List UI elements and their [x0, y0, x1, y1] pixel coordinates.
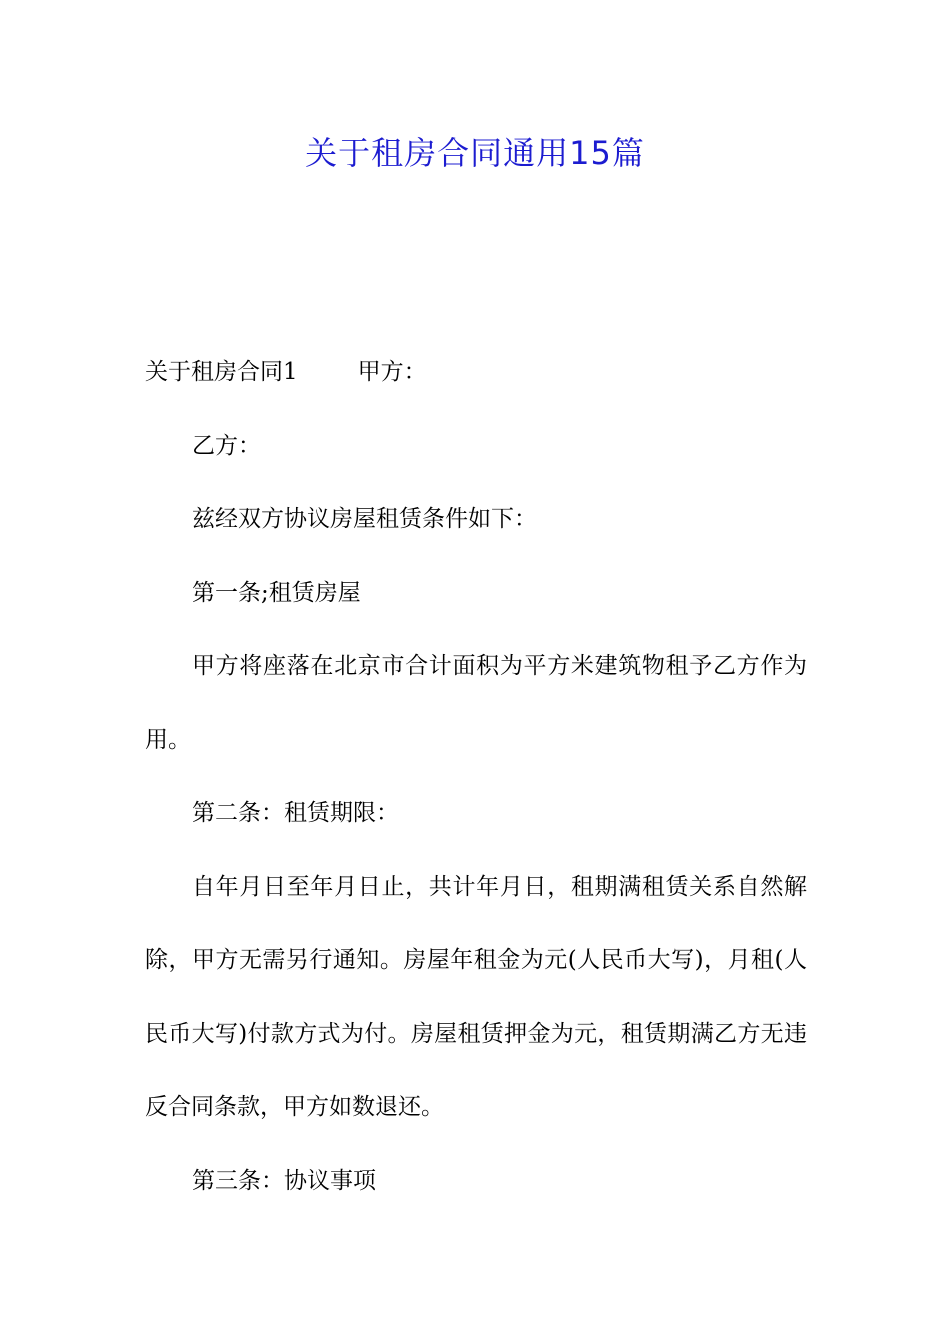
party-a-label: 甲方： [357, 359, 427, 385]
article-1-text: 甲方将座落在北京市合计面积为平方米建筑物租予乙方作为用。 [145, 653, 807, 753]
document-title: 关于租房合同通用15篇 [305, 134, 645, 172]
intro-paragraph: 兹经双方协议房屋租赁条件如下： [192, 506, 537, 532]
section-heading: 关于租房合同1 [145, 359, 298, 385]
article-3-heading: 第三条：协议事项 [192, 1167, 376, 1194]
party-b-label: 乙方： [192, 432, 261, 459]
section-heading-line [145, 336, 807, 410]
document-body [145, 336, 807, 1218]
article-1-heading: 第一条;租赁房屋 [192, 579, 361, 606]
article-2-text: 自年月日至年月日止，共计年月日，租期满租赁关系自然解除，甲方无需另行通知。房屋年租金为元(人民币大写)，月租(人民币大写)付款方式为付。房屋租赁押金为元，租赁期满乙方无违反合同条款，甲方如数退还。 [145, 873, 807, 1120]
article-2-heading: 第二条：租赁期限： [192, 800, 399, 826]
